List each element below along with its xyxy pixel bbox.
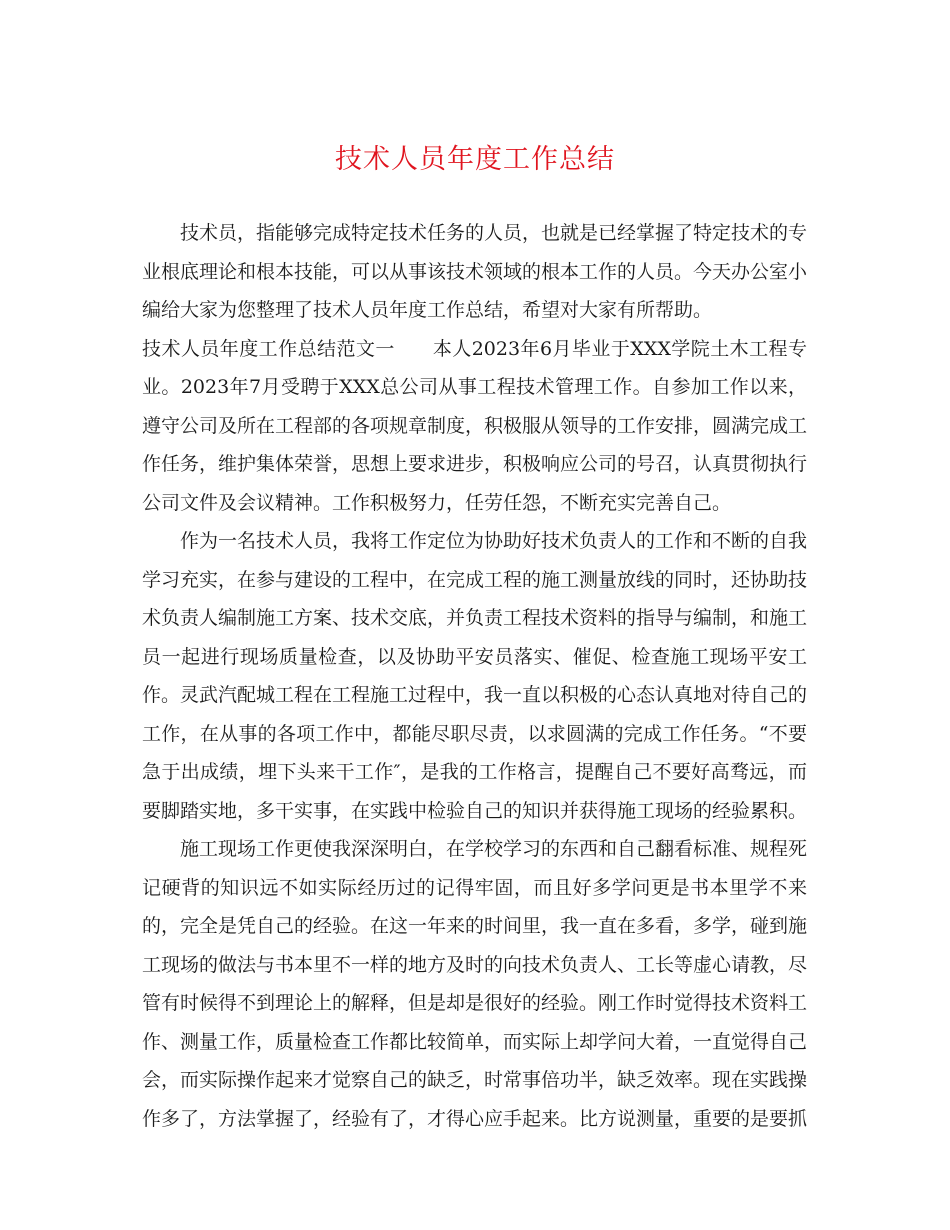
document-body — [142, 214, 807, 1138]
intro-paragraph: 技术员，指能够完成特定技术任务的人员，也就是已经掌握了特定技术的专业根底理论和根本技能，可以从事该技术领域的根本工作的人员。今天办公室小编给大家为您整理了技术人员年度工作总结，希望对大家有所帮助。 — [142, 222, 808, 321]
section-heading: 技术人员年度工作总结范文一 — [142, 337, 395, 360]
paragraph-2: 作为一名技术人员，我将工作定位为协助好技术负责人的工作和不断的自我学习充实，在参与建设的工程中，在完成工程的施工测量放线的同时，还协助技术负责人编制施工方案、技术交底，并负责工程技术资料的指导与编制，和施工员一起进行现场质量检查，以及协助平安员落实、催促、检查施工现场平安工作。灵武汽配城工程在工程施工过程中，我一直以积极的心态认真地对待自己的工作，在从事的各项工作中，都能尽职尽责，以求圆满的完成工作任务。“不要急于出成绩，埋下头来干工作″，是我的工作格言，提醒自己不要好高骛远，而要脚踏实地，多干实事，在实践中检验自己的知识并获得施工现场的经验累积。 — [142, 530, 808, 822]
section-paragraph-1 — [142, 330, 807, 523]
paragraph-1-text: 本人2023年6月毕业于XXX学院土木工程专业。2023年7月受聘于XXX总公司从事工程技术管理工作。自参加工作以来，遵守公司及所在工程部的各项规章制度，积极服从领导的工作安排，圆满完成工作任务，维护集体荣誉，思想上要求进步，积极响应公司的号召，认真贯彻执行公司文件及会议精神。工作积极努力，任劳任怨，不断充实完善自己。 — [142, 337, 808, 514]
document-title: 技术人员年度工作总结 — [335, 144, 615, 175]
paragraph-3: 施工现场工作更使我深深明白，在学校学习的东西和自己翻看标准、规程死记硬背的知识远不如实际经历过的记得牢固，而且好多学问更是书本里学不来的，完全是凭自己的经验。在这一年来的时间里，我一直在多看，多学，碰到施工现场的做法与书本里不一样的地方及时的向技术负责人、工长等虚心请教，尽管有时候得不到理论上的解释，但是却是很好的经验。刚工作时觉得技术资料工作、测量工作，质量检查工作都比较简单，而实际上却学问大着，一直觉得自己会，而实际操作起来才觉察自己的缺乏，时常事倍功半，缺乏效率。现在实践操作多了，方法掌握了，经验有了，才得心应手起来。比方说测量，重要的是要抓 — [142, 838, 808, 1130]
